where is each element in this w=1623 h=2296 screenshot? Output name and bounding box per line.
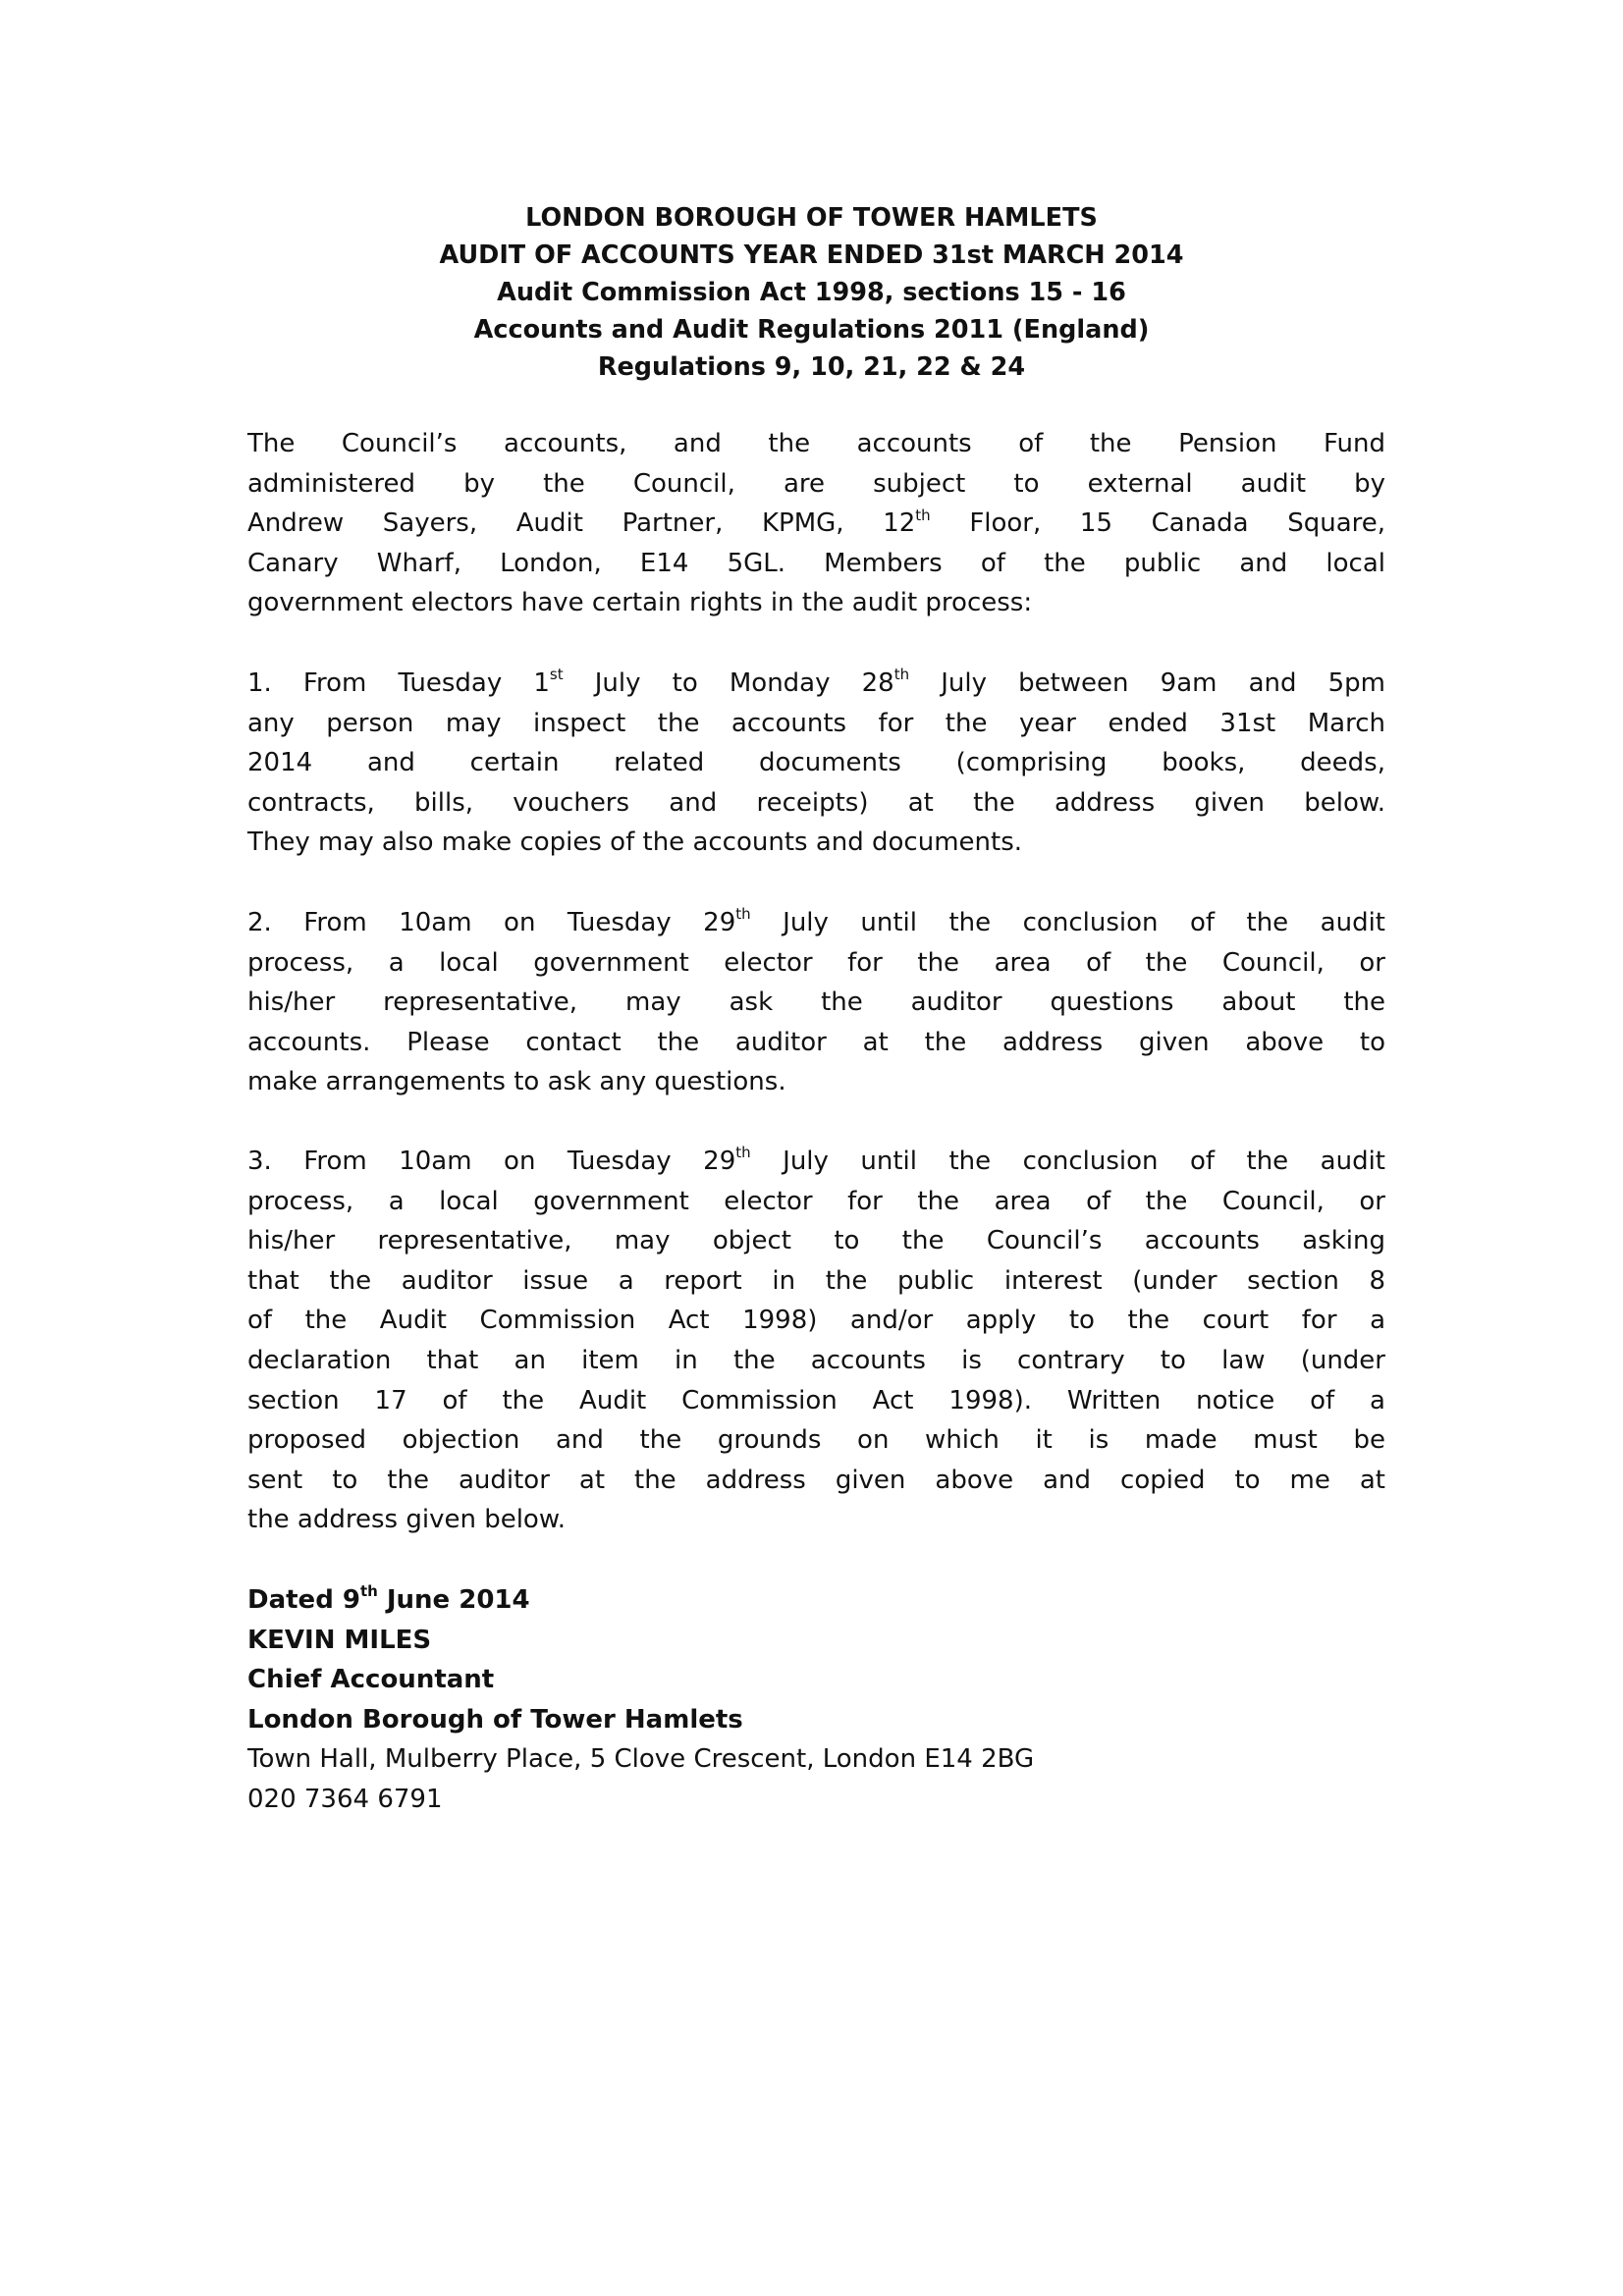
signature-date — [247, 1580, 1426, 1621]
ordinal-suffix: th — [915, 506, 931, 524]
signatory-phone: 020 7364 6791 — [247, 1784, 443, 1814]
ordinal-suffix: th — [893, 666, 910, 684]
paragraph-line — [247, 1142, 1385, 1182]
intro-line: Canary Wharf, London, E14 5GL. Members of the public and local — [247, 548, 1385, 578]
paragraph-line: that the auditor issue a report in the public interest (under section 8 — [247, 1265, 1385, 1296]
paragraph-line: process, a local government elector for the area of the Council, or — [247, 947, 1385, 978]
paragraph-line: his/her representative, may object to the Council’s accounts asking — [247, 1226, 1385, 1256]
paragraph-line-text: 1. From Tuesday 1 — [247, 668, 550, 698]
intro-line-text: Floor, 15 Canada Square, — [930, 508, 1386, 539]
signature-date-text: June 2014 — [377, 1585, 530, 1615]
intro-paragraph — [247, 424, 1385, 623]
paragraph-line: sent to the auditor at the address given above and copied to me at — [247, 1465, 1385, 1495]
header-subtitle: AUDIT OF ACCOUNTS YEAR ENDED 31st MARCH 2014 — [439, 240, 1184, 270]
paragraph-line: 2014 and certain related documents (comprising books, deeds, — [247, 748, 1385, 778]
ordinal-suffix: th — [735, 1144, 751, 1162]
paragraph-line: the address given below. — [247, 1505, 566, 1535]
paragraph-line-text: July until the conclusion of the audit — [750, 1147, 1385, 1176]
paragraph-line: accounts. Please contact the auditor at the address given above to — [247, 1027, 1385, 1057]
paragraph-line: declaration that an item in the accounts is contrary to law (under — [247, 1345, 1385, 1375]
ordinal-suffix: st — [549, 666, 564, 684]
paragraph-line-text: 2. From 10am on Tuesday 29 — [247, 908, 736, 937]
right-objection-paragraph — [247, 1142, 1385, 1540]
paragraph-line-text: July until the conclusion of the audit — [750, 908, 1385, 937]
paragraph-line: of the Audit Commission Act 1998) and/or apply to the court for a — [247, 1306, 1385, 1336]
signatory-role: Chief Accountant — [247, 1665, 495, 1695]
paragraph-line — [247, 903, 1385, 943]
paragraph-line: any person may inspect the accounts for the year ended 31st March — [247, 708, 1385, 738]
intro-line: government electors have certain rights in the audit process: — [247, 588, 1033, 618]
signature-date-text: Dated 9 — [247, 1585, 360, 1615]
notice-header — [0, 199, 1623, 386]
right-inspection-paragraph — [247, 664, 1385, 863]
paragraph-line-text: July to Monday 28 — [563, 668, 894, 698]
signatory-name: KEVIN MILES — [247, 1625, 432, 1655]
header-regulations-reference: Accounts and Audit Regulations 2011 (England) — [473, 315, 1150, 345]
ordinal-suffix: th — [359, 1582, 378, 1601]
paragraph-line — [247, 664, 1385, 704]
paragraph-line: section 17 of the Audit Commission Act 1998). Written notice of a — [247, 1385, 1385, 1415]
paragraph-line: proposed objection and the grounds on which it is made must be — [247, 1425, 1385, 1456]
signatory-organisation: London Borough of Tower Hamlets — [247, 1704, 743, 1735]
right-questions-paragraph — [247, 903, 1385, 1102]
ordinal-suffix: th — [735, 905, 751, 924]
intro-line — [247, 504, 1385, 544]
signature-block — [247, 1580, 1426, 1820]
paragraph-line-text: 3. From 10am on Tuesday 29 — [247, 1147, 736, 1176]
header-title: LONDON BOROUGH OF TOWER HAMLETS — [525, 203, 1098, 233]
paragraph-line-text: July between 9am and 5pm — [909, 668, 1385, 698]
intro-line-text: Andrew Sayers, Audit Partner, KPMG, 12 — [247, 508, 916, 539]
signatory-address: Town Hall, Mulberry Place, 5 Clove Crescent, London E14 2BG — [247, 1744, 1035, 1775]
intro-line: administered by the Council, are subject to external audit by — [247, 468, 1385, 499]
paragraph-line: make arrangements to ask any questions. — [247, 1067, 786, 1097]
paragraph-line: process, a local government elector for the area of the Council, or — [247, 1186, 1385, 1216]
paragraph-line: his/her representative, may ask the auditor questions about the — [247, 988, 1385, 1018]
header-act-reference: Audit Commission Act 1998, sections 15 - 16 — [497, 278, 1126, 307]
paragraph-line: They may also make copies of the accounts and documents. — [247, 828, 1023, 858]
paragraph-line: contracts, bills, vouchers and receipts) at the address given below. — [247, 787, 1385, 818]
header-regulations-numbers: Regulations 9, 10, 21, 22 & 24 — [597, 352, 1026, 382]
intro-line: The Council’s accounts, and the accounts of the Pension Fund — [247, 429, 1385, 458]
